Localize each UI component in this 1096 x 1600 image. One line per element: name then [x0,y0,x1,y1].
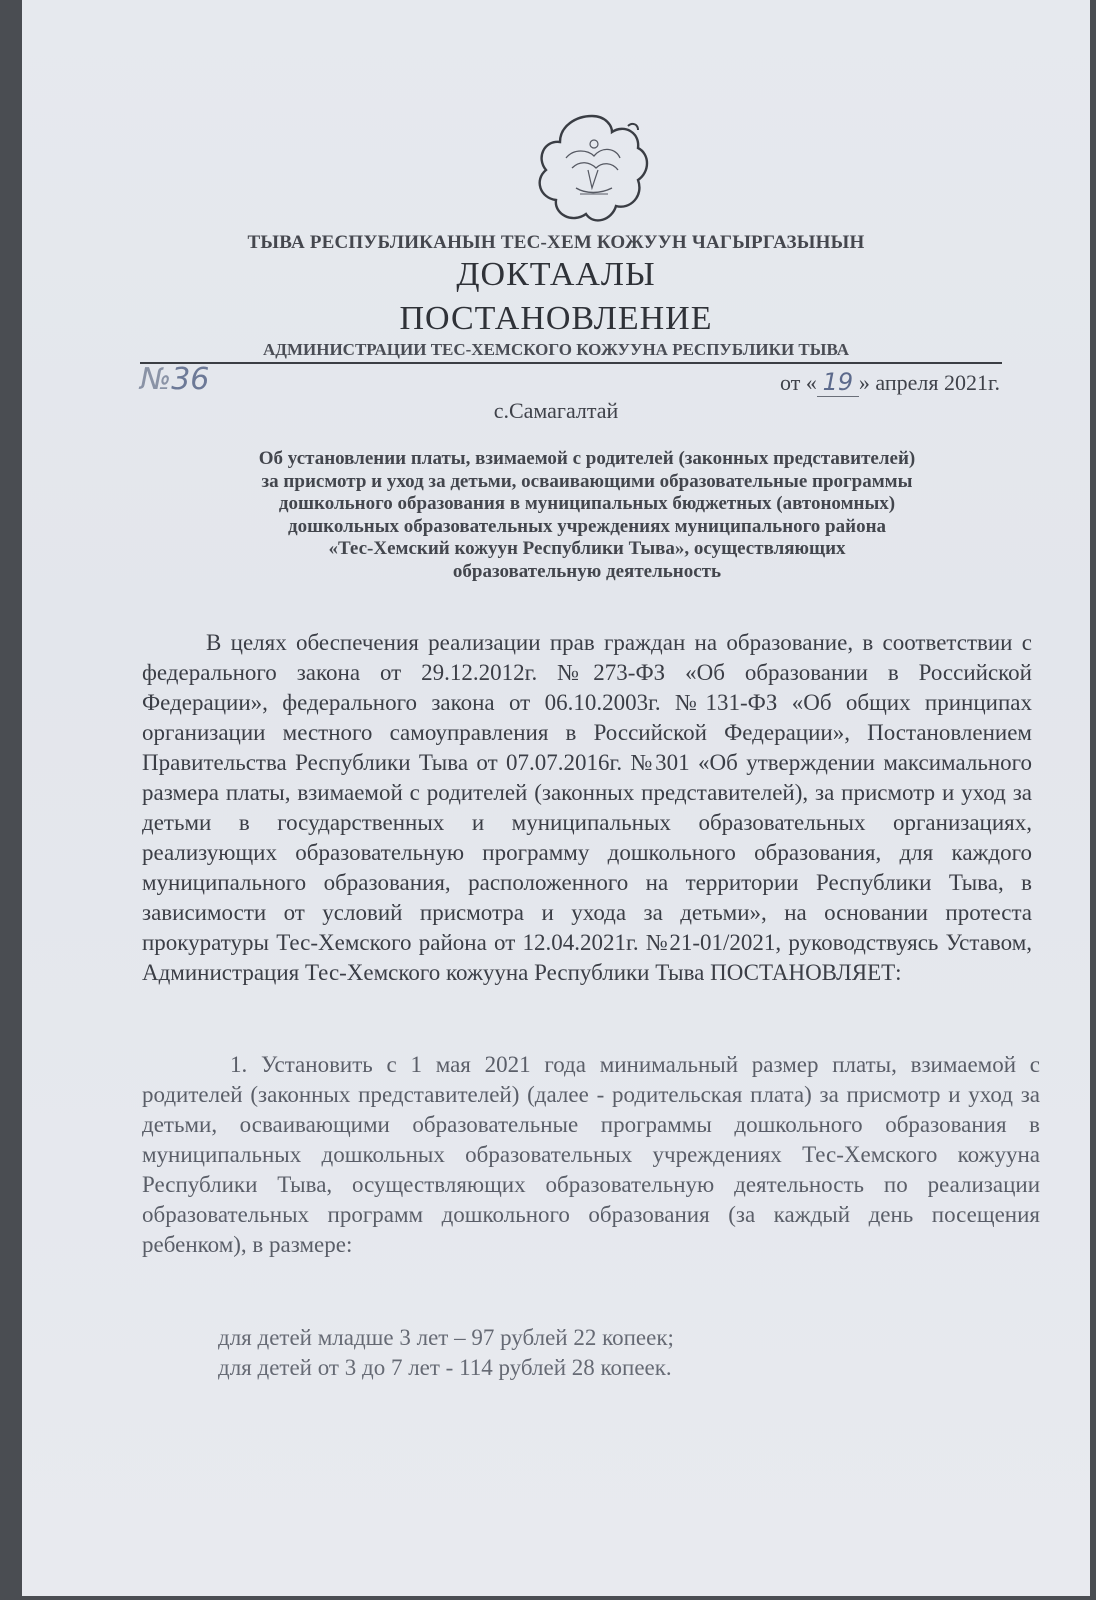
date-day-handwritten: 19 [817,368,859,397]
header-administration-line: АДМИНИСТРАЦИИ ТЕС-ХЕМСКОГО КОЖУУНА РЕСПУБЛИКИ ТЫВА [262,340,849,359]
rate-3-to-7: для детей от 3 до 7 лет - 114 рублей 28 копеек. [218,1355,672,1380]
title-line: за присмотр и уход за детьми, осваивающими образовательные программы [261,470,913,492]
document-title [172,448,1002,583]
header-tuvan-line: ТЫВА РЕСПУБЛИКАНЫН ТЕС-ХЕМ КОЖУУН ЧАГЫРГАЗЫНЫН [247,232,865,253]
header-doktaaly: ДОКТААЛЫ [456,256,656,293]
title-line: дошкольных образовательных учреждениях муниципального района [287,515,887,537]
clause-1-paragraph: 1. Установить с 1 мая 2021 года минимальный размер платы, взимаемой с родителей (законных представителей) (далее - родительская плата) за присмотр и уход за детьми, осваивающими образовательные программы дошкольного образования в муниципальных дошкольных образовательных учреждениях Тес-Хемского кожууна Республики Тыва, осуществляющих образовательную деятельность по реализации образовательных программ дошкольного образования (за каждый день посещения ребенком), в размере: [142,1052,1040,1257]
document-number-handwritten: 36 [171,362,210,397]
document-number [140,362,209,397]
title-line: образовательную деятельность [452,560,722,582]
document-page [22,0,1090,1596]
date-prefix: от « [780,370,817,395]
date-suffix: » апреля 2021г. [858,370,1000,395]
title-line: «Тес-Хемский кожуун Республики Тыва», осуществляющих [328,538,846,559]
title-line: Об установлении платы, взимаемой с родителей (законных представителей) [258,448,916,469]
rate-under-3: для детей младше 3 лет – 97 рублей 22 копеек; [218,1325,674,1350]
tuva-coat-of-arms-icon [532,110,652,228]
header-postanovlenie: ПОСТАНОВЛЕНИЕ [399,300,713,337]
preamble-paragraph: В целях обеспечения реализации прав граждан на образование, в соответствии с федерального закона от 29.12.2012г. №273-ФЗ «Об образовании в Российской Федерации», федерального закона от 06.10.2003г. №131-ФЗ «Об общих принципах организации местного самоуправления в Российской Федерации», Постановлением Правительства Республики Тыва от 07.07.2016г. №301 «Об утверждении максимального размера платы, взимаемой с родителей (законных представителей), за присмотр и уход за детьми в государственных и муниципальных образовательных организациях, реализующих образовательную программу дошкольного образования, для каждого муниципального образования, расположенного на территории Республики Тыва, в зависимости от условий присмотра и ухода за детьми», на основании протеста прокуратуры Тес-Хемского района от 12.04.2021г. №21-01/2021, руководствуясь Уставом, Администрация Тес-Хемского кожууна Республики Тыва ПОСТАНОВЛЯЕТ: [142,630,1032,985]
header-divider [140,362,1002,364]
document-date [780,368,1000,397]
document-place: с.Самагалтай [493,398,619,423]
document-number-prefix: № [140,362,172,397]
title-line: дошкольного образования в муниципальных бюджетных (автономных) [278,493,896,514]
